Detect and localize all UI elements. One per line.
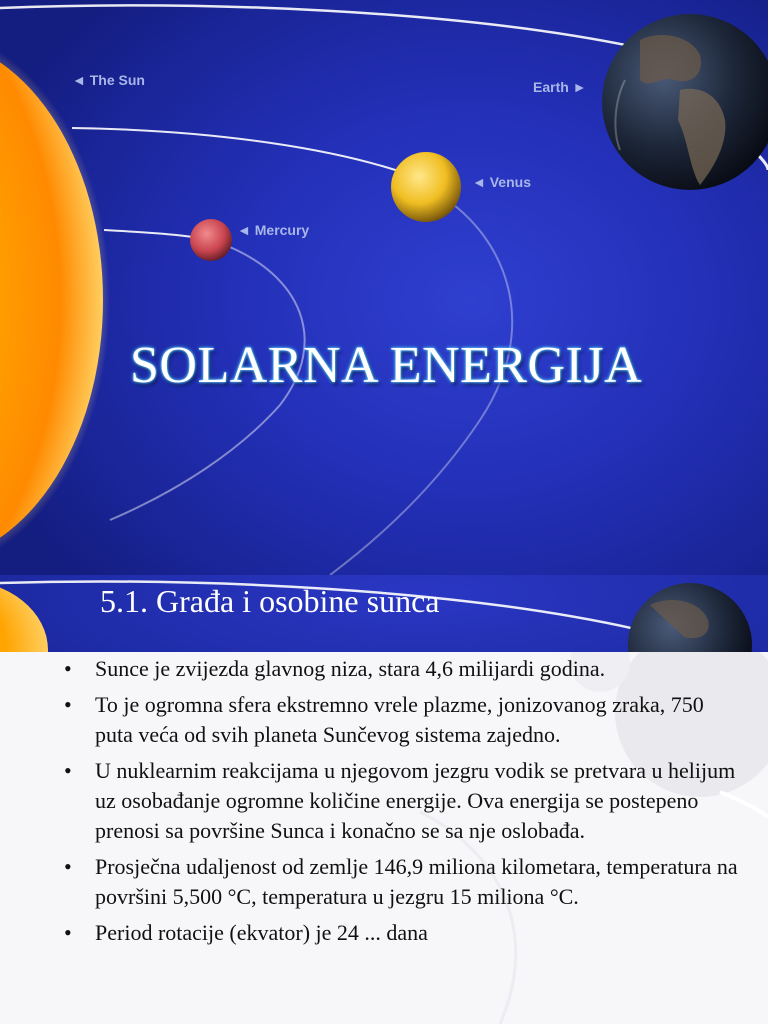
bullet-marker: • — [64, 758, 72, 783]
sun-icon — [0, 580, 48, 652]
venus-orbit — [72, 128, 410, 175]
mercury-orbit — [104, 230, 200, 238]
sun-icon — [0, 38, 103, 562]
sun-label: ◄ The Sun — [72, 72, 145, 88]
earth-label: Earth ► — [533, 79, 587, 95]
section-title: 5.1. Građa i osobine sunca — [100, 583, 440, 619]
bullet-item: • U nuklearnim reakcijama u njegovom jezgru vodik se pretvara u helijum uz osobađanje ogromne količine energije. Ova energija se postepeno prenosi sa površine Sunca i konačno se sa nje oslobađa. — [64, 758, 736, 843]
earth-orbit — [0, 5, 640, 48]
bullet-marker: • — [64, 656, 72, 681]
bullet-marker: • — [64, 920, 72, 945]
mercury-label: ◄ Mercury — [237, 222, 310, 238]
content-slide-header — [0, 575, 768, 654]
venus-icon — [391, 152, 461, 222]
venus-label: ◄ Venus — [472, 174, 531, 190]
bullet-item: • Prosječna udaljenost od zemlje 146,9 miliona kilometara, temperatura na površini 5,500 °C, temperatura u jezgru 15 miliona °C. — [64, 854, 738, 909]
bullet-marker: • — [64, 854, 72, 879]
mercury-icon — [190, 219, 232, 261]
slide-title: SOLARNA ENERGIJA — [130, 337, 643, 394]
content-slide-body — [0, 652, 768, 1024]
bullet-list — [58, 654, 738, 954]
earth-icon — [602, 14, 768, 190]
bullet-item: • To je ogromna sfera ekstremno vrele plazme, jonizovanog zraka, 750 puta veća od svih planeta Sunčevog sistema zajedno. — [64, 692, 704, 747]
bullet-item: • Period rotacije (ekvator) je 24 ... dana — [58, 918, 738, 948]
bullet-item: • Sunce je zvijezda glavnog niza, stara 4,6 milijardi godina. — [58, 654, 738, 684]
bullet-marker: • — [64, 692, 72, 717]
